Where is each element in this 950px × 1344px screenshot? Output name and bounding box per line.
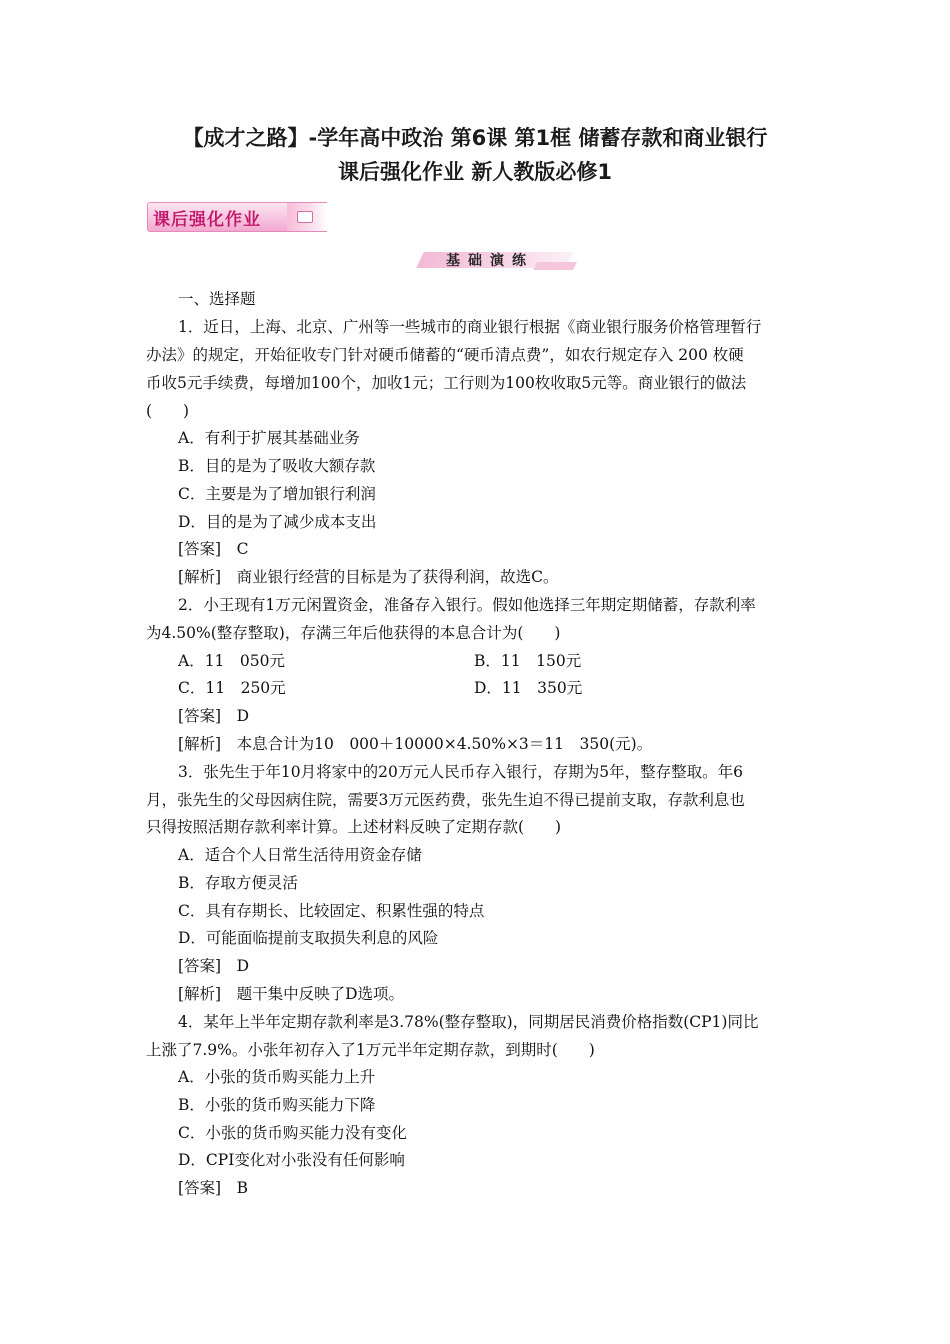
text-line: A．11 050元	[178, 652, 286, 670]
diamond-icon	[297, 211, 313, 223]
text-line: C．主要是为了增加银行利润	[178, 485, 376, 503]
text-line: B．目的是为了吸收大额存款	[178, 457, 376, 475]
text-line: C．小张的货币购买能力没有变化	[178, 1124, 407, 1142]
part-heading: 一、选择题	[178, 290, 256, 308]
section-heading	[410, 250, 575, 272]
text-line: 为4.50%(整存整取)，存满三年后他获得的本息合计为( )	[146, 624, 561, 642]
homework-banner-label: 课后强化作业	[153, 210, 261, 230]
text-line: B．存取方便灵活	[178, 874, 298, 892]
text-line: [答案] D	[178, 707, 250, 725]
text-line: 1．近日，上海、北京、广州等一些城市的商业银行根据《商业银行服务价格管理暂行	[178, 318, 762, 336]
text-line: A．适合个人日常生活待用资金存储	[178, 846, 422, 864]
text-line: C．具有存期长、比较固定、积累性强的特点	[178, 902, 485, 920]
text-line: B．小张的货币购买能力下降	[178, 1096, 376, 1114]
text-line: A．小张的货币购买能力上升	[178, 1068, 376, 1086]
text-line: [解析] 商业银行经营的目标是为了获得利润，故选C。	[178, 568, 559, 586]
document-title-line-2: 课后强化作业 新人教版必修1	[338, 160, 612, 184]
text-line: [解析] 本息合计为10 000＋10000×4.50%×3＝11 350(元)。	[178, 735, 653, 753]
text-line: [解析] 题干集中反映了D选项。	[178, 985, 405, 1003]
section-heading-label: 基础演练	[446, 253, 534, 269]
text-line: [答案] B	[178, 1179, 248, 1197]
text-line: D．目的是为了减少成本支出	[178, 513, 377, 531]
document-title-line-1: 【成才之路】-学年高中政治 第6课 第1框 储蓄存款和商业银行	[182, 126, 768, 150]
homework-banner	[147, 200, 327, 234]
text-line: 币收5元手续费，每增加100个，加收1元；工行则为100枚收取5元等。商业银行的做法	[146, 374, 747, 392]
text-line: A．有利于扩展其基础业务	[178, 429, 360, 447]
text-line: 3．张先生于年10月将家中的20万元人民币存入银行，存期为5年，整存整取。年6	[178, 763, 744, 781]
text-line: 上涨了7.9%。小张年初存入了1万元半年定期存款，到期时( )	[146, 1041, 595, 1059]
text-line: ( )	[146, 402, 190, 420]
text-line: 只得按照活期存款利率计算。上述材料反映了定期存款( )	[146, 818, 562, 836]
text-line: 2．小王现有1万元闲置资金，准备存入银行。假如他选择三年期定期储蓄，存款利率	[178, 596, 756, 614]
text-line: B．11 150元	[474, 652, 582, 670]
text-line: D．可能面临提前支取损失利息的风险	[178, 929, 439, 947]
text-line: 办法》的规定，开始征收专门针对硬币储蓄的“硬币清点费”，如农行规定存入 200 枚硬	[146, 346, 744, 364]
text-line: D．11 350元	[474, 679, 583, 697]
text-line: D．CPI变化对小张没有任何影响	[178, 1151, 405, 1169]
text-line: [答案] C	[178, 540, 249, 558]
text-line: C．11 250元	[178, 679, 286, 697]
text-line: 月，张先生的父母因病住院，需要3万元医药费，张先生迫不得已提前支取，存款利息也	[146, 791, 745, 809]
text-line: [答案] D	[178, 957, 250, 975]
text-line: 4．某年上半年定期存款利率是3.78%(整存整取)，同期居民消费价格指数(CP1)同比	[178, 1013, 759, 1031]
